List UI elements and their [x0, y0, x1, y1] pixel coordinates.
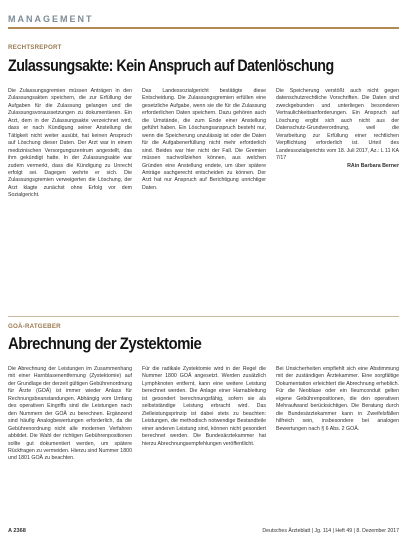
article1-col2 [142, 88, 266, 314]
article2-col3-text: Bei Unsicherheiten empfiehlt sich eine Abstimmung mit der zuständigen Ärztekammer. Eine sorgfältige Dokumentation erleichtert die Abrechnung erheblich. Für die Neoblase oder ein Ileumconduit gelten eigene Gebührenpositionen, die den operativen Mehraufwand berücksichtigen. Die Beratung durch die Bundesärztekammer kann in Zweifelsfällen hilfreich sein, insbesondere bei analogen Bewertungen nach § 6 Abs. 2 GOÄ. [276, 366, 399, 432]
article1-author: RAin Barbara Berner [347, 162, 399, 169]
article1-col2-text: Das Landessozialgericht bestätigte diese Entscheidung. Die Zulassungsgremien erfüllen eine gesetzliche Aufgabe, wenn sie die für die Zulassung erforderlichen Daten speichern. Dazu gehören auch die Umstände, die zum Ende einer Anstellung geführt haben. Ein Löschungsanspruch besteht nur, wenn die Speicherung unzulässig ist oder die Daten für die Aufgabenerfüllung nicht mehr erforderlich sind. Beides war hier nicht der Fall. Die Gremien müssen nachvollziehen können, aus welchen Gründen eine Anstellung endete, um über spätere Anträge sachgerecht entscheiden zu können. Der Arzt hat nur Anspruch auf Berichtigung unrichtiger Daten. [142, 88, 266, 191]
article2-col2-text: Für die radikale Zystektomie wird in der Regel die Nummer 1800 GOÄ angesetzt. Werden zusätzlich Lymphknoten entfernt, kann eine weitere Leistung berechnet werden. Die Anlage einer Harnableitung ist gesondert berechnungsfähig, sofern sie als selbstständige Leistung erbracht wird. Das Zielleistungsprinzip ist dabei stets zu beachten: Leistungen, die methodisch notwendige Bestandteile einer anderen Leistung sind, können nicht gesondert berechnet werden. Die Bundesärztekammer hat hierzu Abrechnungsempfehlungen veröffentlicht. [142, 366, 266, 447]
article1-kicker: RECHTSREPORT [8, 44, 62, 51]
article1-col1-text: Die Zulassungsgremien müssen Anträgen in den Zulassungsakten speichern, die zur Erfüllung der Aufgaben für die Zulassung gelangen und die Zulassungsvoraussetzungen zu dokumentieren. Ein Arzt, dem in der Zulassungsakte verzeichnet wird, dass er nach Kündigung seiner Anstellung die Tätigkeit nicht weiter ausübt, hat keinen Anspruch auf Löschung dieser Daten. Der Arzt war in einem medizinischen Versorgungszentrum angestellt, das ihm gekündigt hatte. In der Zulassungsakte war zudem vermerkt, dass die Kündigung zu Unrecht erfolgt sei. Dagegen wehrte er sich. Die Zulassungsgremien verweigerten die Löschung, der Arzt klagte zunächst ohne Erfolg vor dem Sozialgericht. [8, 88, 132, 199]
article2-headline: Abrechnung der Zystektomie [8, 334, 202, 353]
article1-col3-text: Die Speicherung verstößt auch nicht gegen datenschutzrechtliche Vorschriften. Die Daten sind zweckgebunden und unterliegen besonderen Vertraulichkeitsanforderungen. Ein Anspruch auf Löschung ergibt sich auch nicht aus der Datenschutz-Grundverordnung, weil die Verarbeitung zur Erfüllung einer rechtlichen Verpflichtung erforderlich ist. Urteil des Landessozialgerichts vom 18. Juli 2017, Az.: L 11 KA 7/17 [276, 88, 399, 162]
article2-col2 [142, 366, 266, 524]
page-number: A 2368 [8, 528, 26, 534]
article1-col1 [8, 88, 132, 314]
article-divider [8, 316, 399, 317]
publication-reference: Deutsches Ärzteblatt | Jg. 114 | Heft 49 | 8. Dezember 2017 [262, 528, 399, 534]
article2-col1 [8, 366, 132, 524]
section-rule [8, 27, 399, 29]
article1-col3 [276, 88, 399, 314]
article2-kicker: GOÄ-RATGEBER [8, 323, 61, 330]
section-label: MANAGEMENT [8, 14, 94, 24]
article2-col3 [276, 366, 399, 524]
article2-col1-text: Die Abrechnung der Leistungen im Zusammenhang mit einer Harnblasenentfernung (Zystektomie) auf der Grundlage der derzeit gültigen Gebührenordnung für Ärzte (GOÄ) ist immer wieder Anlass für Rechnungsbeanstandungen. Abhängig vom Umfang des operativen Eingriffs sind die Leistungen nach den Nummern der GOÄ zu berechnen. Ergänzend sind häufig Analogbewertungen erforderlich, da die Gebührenordnung nicht alle modernen Verfahren abbildet. Die Wahl der richtigen Gebührenpositionen sollte gut dokumentiert werden, um spätere Rückfragen zu vermeiden. Hierzu sind Nummer 1800 und 1801 GOÄ zu beachten. [8, 366, 132, 462]
article1-headline: Zulassungsakte: Kein Anspruch auf Datenlöschung [8, 56, 334, 75]
